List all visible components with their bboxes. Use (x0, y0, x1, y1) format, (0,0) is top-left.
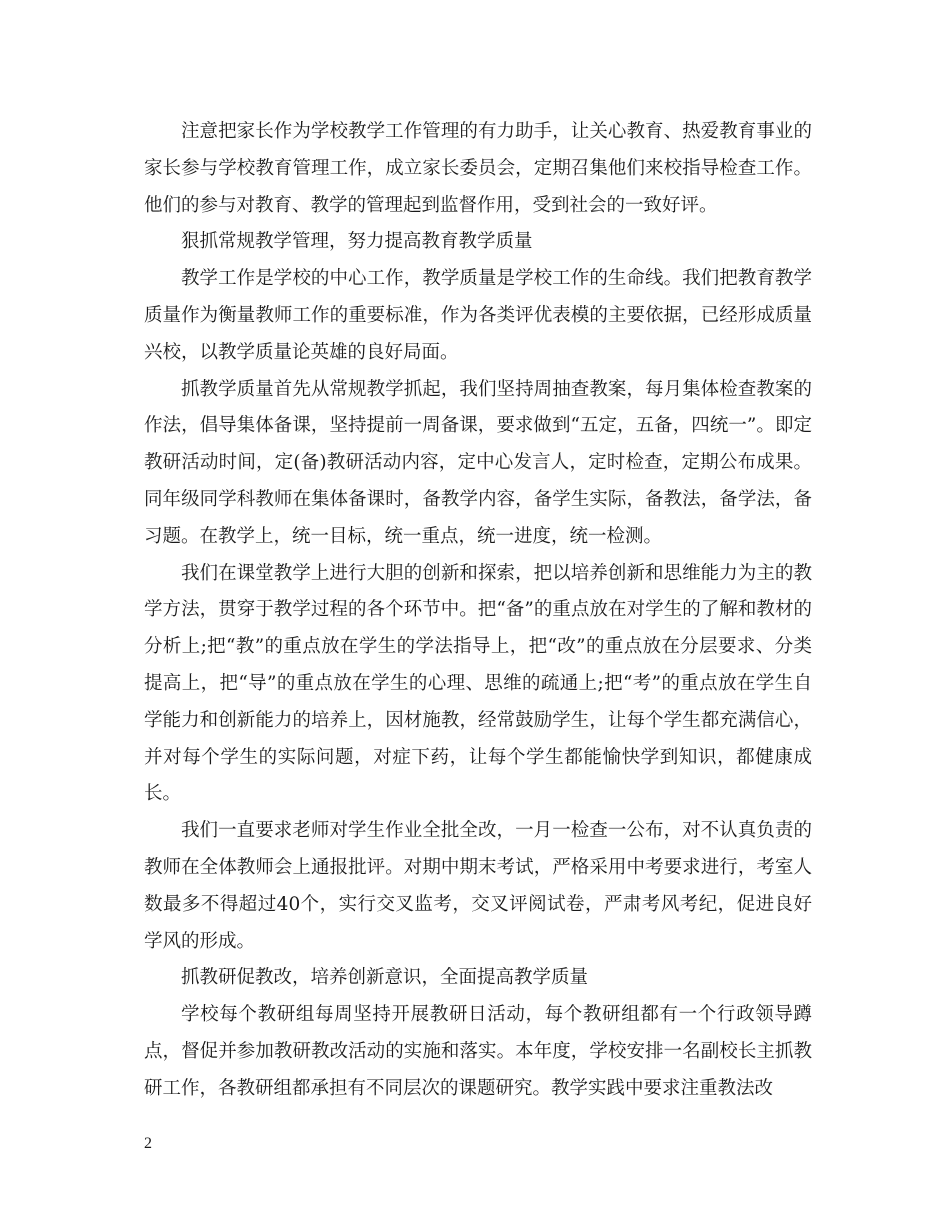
paragraph-classroom-innovation: 我们在课堂教学上进行大胆的创新和探索，把以培养创新和思维能力为主的教学方法，贯穿于教学过程的各个环节中。把“备”的重点放在对学生的了解和教材的分析上;把“教”的重点放在学生的学法指导上，把“改”的重点放在分层要求、分类提高上，把“导”的重点放在学生的心理、思维的疏通上;把“考”的重点放在学生自学能力和创新能力的培养上，因材施教，经常鼓励学生，让每个学生都充满信心，并对每个学生的实际问题，对症下药，让每个学生都能愉快学到知识，都健康成长。 (144, 562, 812, 805)
paragraph-lesson-preparation: 抓教学质量首先从常规教学抓起，我们坚持周抽查教案，每月集体检查教案的作法，倡导集体备课，坚持提前一周备课，要求做到“五定，五备，四统一”。即定教研活动时间，定(备)教研活动内容，定中心发言人，定时检查，定期公布成果。同年级同学科教师在集体备课时，备教学内容，备学生实际，备教法，备学法，备习题。在教学上，统一目标，统一重点，统一进度，统一检测。 (144, 378, 812, 547)
paragraph-teaching-quality: 教学工作是学校的中心工作，教学质量是学校工作的生命线。我们把教育教学质量作为衡量教师工作的重要标准，作为各类评优表模的主要依据，已经形成质量兴校，以教学质量论英雄的良好局面。 (144, 268, 812, 363)
document-body (144, 114, 812, 1108)
page-number: 2 (144, 1135, 152, 1152)
paragraph-parent-involvement: 注意把家长作为学校教学工作管理的有力助手，让关心教育、热爱教育事业的家长参与学校教育管理工作，成立家长委员会，定期召集他们来校指导检查工作。他们的参与对教育、教学的管理起到监督作用，受到社会的一致好评。 (144, 121, 812, 216)
paragraph-homework-exams: 我们一直要求老师对学生作业全批全改，一月一检查一公布，对不认真负责的教师在全体教师会上通报批评。对期中期末考试，严格采用中考要求进行，考室人数最多不得超过40个，实行交叉监考，交叉评阅试卷，严肃考风考纪，促进良好学风的形成。 (144, 820, 812, 952)
section-heading-teaching-research: 抓教研促教改，培养创新意识，全面提高教学质量 (181, 967, 589, 989)
paragraph-research-activities: 学校每个教研组每周坚持开展教研日活动，每个教研组都有一个行政领导蹲点，督促并参加教研教改活动的实施和落实。本年度，学校安排一名副校长主抓教研工作，各教研组都承担有不同层次的课题研究。教学实践中要求注重教法改 (144, 1004, 812, 1099)
section-heading-routine-teaching: 狠抓常规教学管理，努力提高教育教学质量 (181, 231, 533, 253)
